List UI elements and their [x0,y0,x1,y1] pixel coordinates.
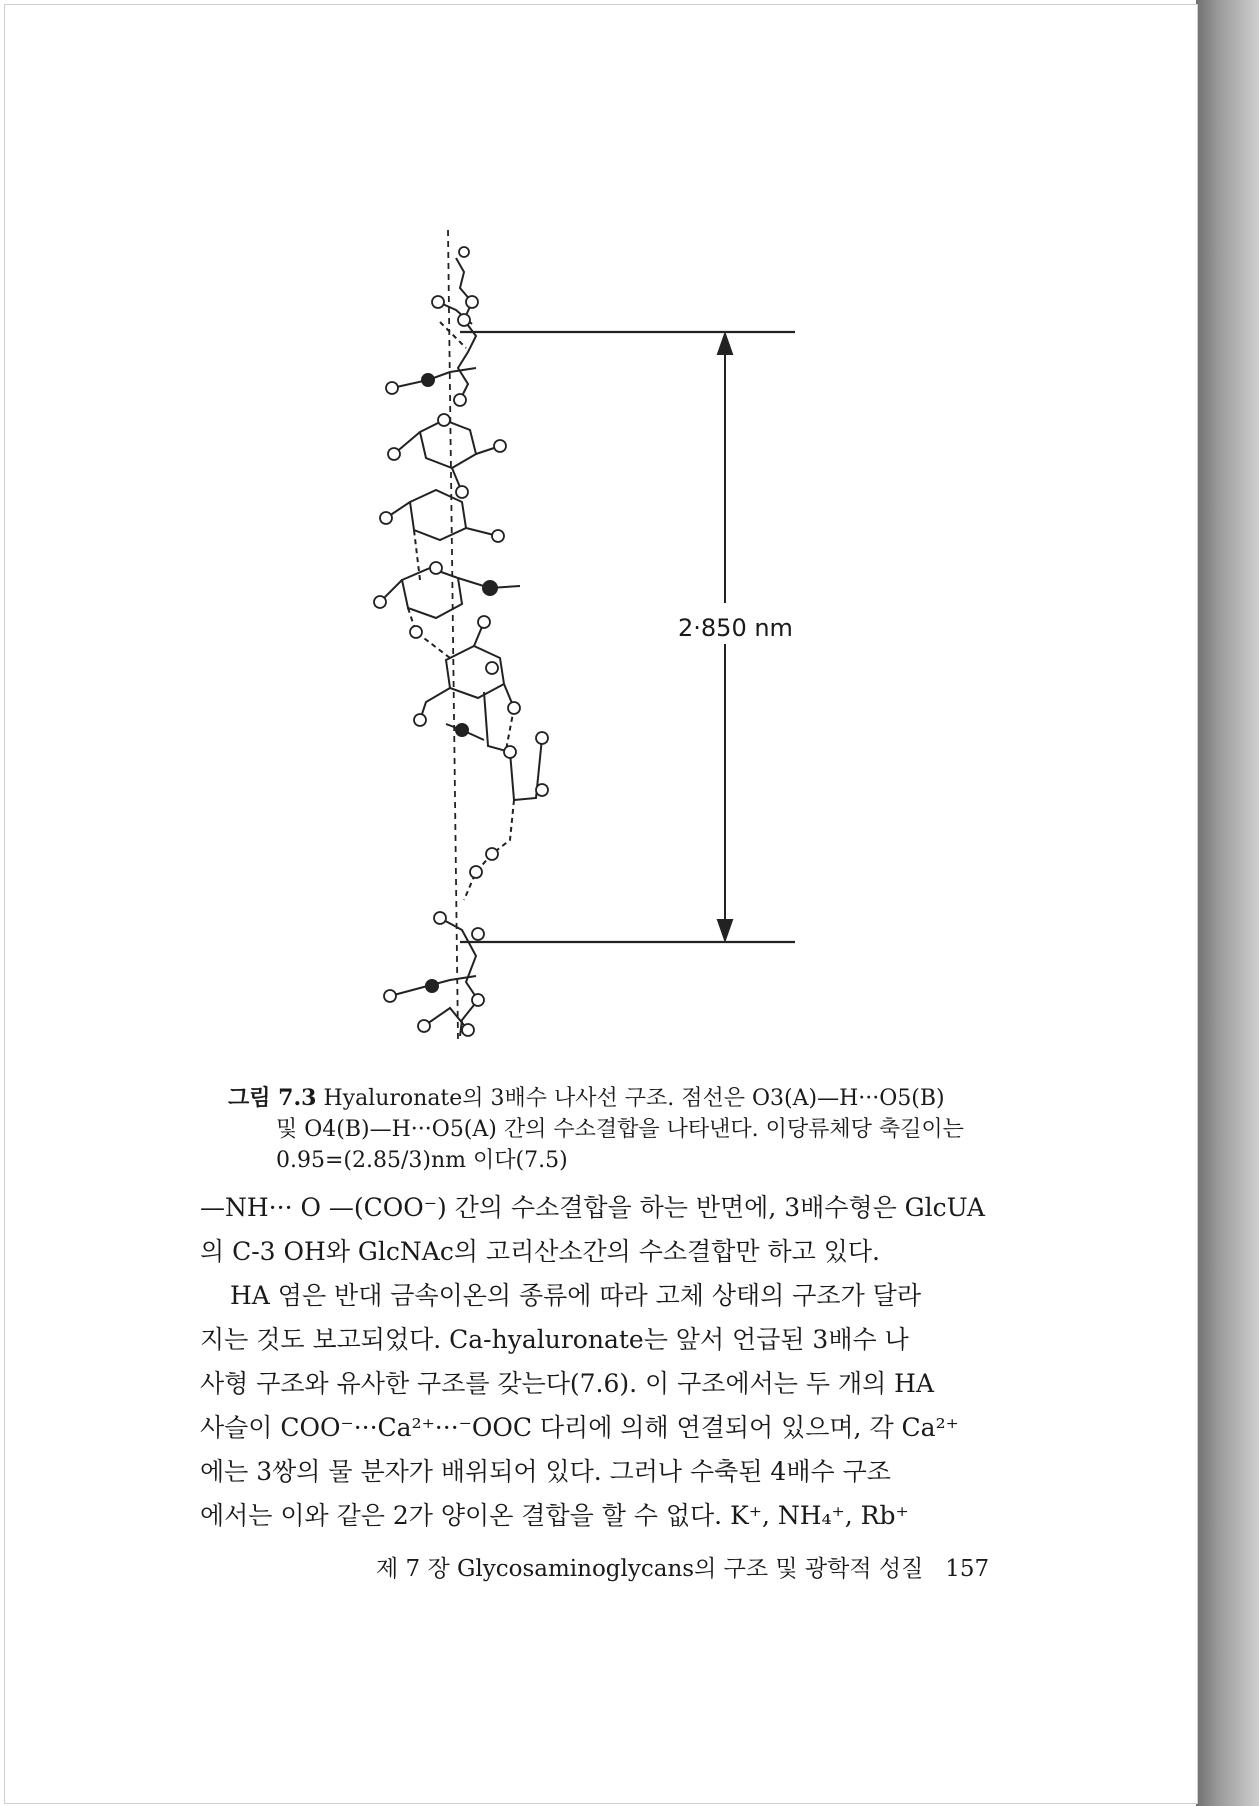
body-line: —NH··· O —(COO⁻) 간의 수소결합을 하는 반면에, 3배수형은 GlcUA [200,1193,985,1222]
body-line: 에서는 이와 같은 2가 양이온 결합을 할 수 없다. K⁺, NH₄⁺, Rb⁺ [200,1501,909,1530]
body-line: 에는 3쌍의 물 분자가 배위되어 있다. 그러나 수축된 4배수 구조 [200,1457,891,1486]
caption-line-1 [228,1083,1028,1114]
caption-line-2: 및 O4(B)—H···O5(A) 간의 수소결합을 나타낸다. 이당류체당 축길이는 [276,1117,964,1142]
body-line: HA 염은 반대 금속이온의 종류에 따라 고체 상태의 구조가 달라 [230,1281,921,1310]
caption-label: 그림 7.3 [228,1085,317,1111]
body-line: 의 C-3 OH와 GlcNAc의 고리산소간의 수소결합만 하고 있다. [200,1237,880,1266]
body-line: 사형 구조와 유사한 구조를 갖는다(7.6). 이 구조에서는 두 개의 HA [200,1369,935,1398]
running-footer: 제 7 장 Glycosaminoglycans의 구조 및 광학적 성질 [376,1556,924,1582]
body-line: 사슬이 COO⁻···Ca²⁺···⁻OOC 다리에 의해 연결되어 있으며, 각 Ca²⁺ [200,1413,959,1442]
page-number: 157 [945,1556,990,1582]
hyaluronate-helix-figure [380,240,820,1070]
dimension-label: 2·850 nm [674,612,797,644]
body-text [200,1186,1020,1538]
figure-caption [228,1083,1028,1176]
caption-line-3: 0.95=(2.85/3)nm 이다(7.5) [276,1148,568,1173]
body-line: 지는 것도 보고되었다. Ca-hyaluronate는 앞서 언급된 3배수 나 [200,1325,909,1354]
caption-text-1: Hyaluronate의 3배수 나사선 구조. 점선은 O3(A)—H···O5(B) [323,1086,945,1111]
page-edge [1196,0,1259,1806]
page-footer [376,1550,996,1583]
